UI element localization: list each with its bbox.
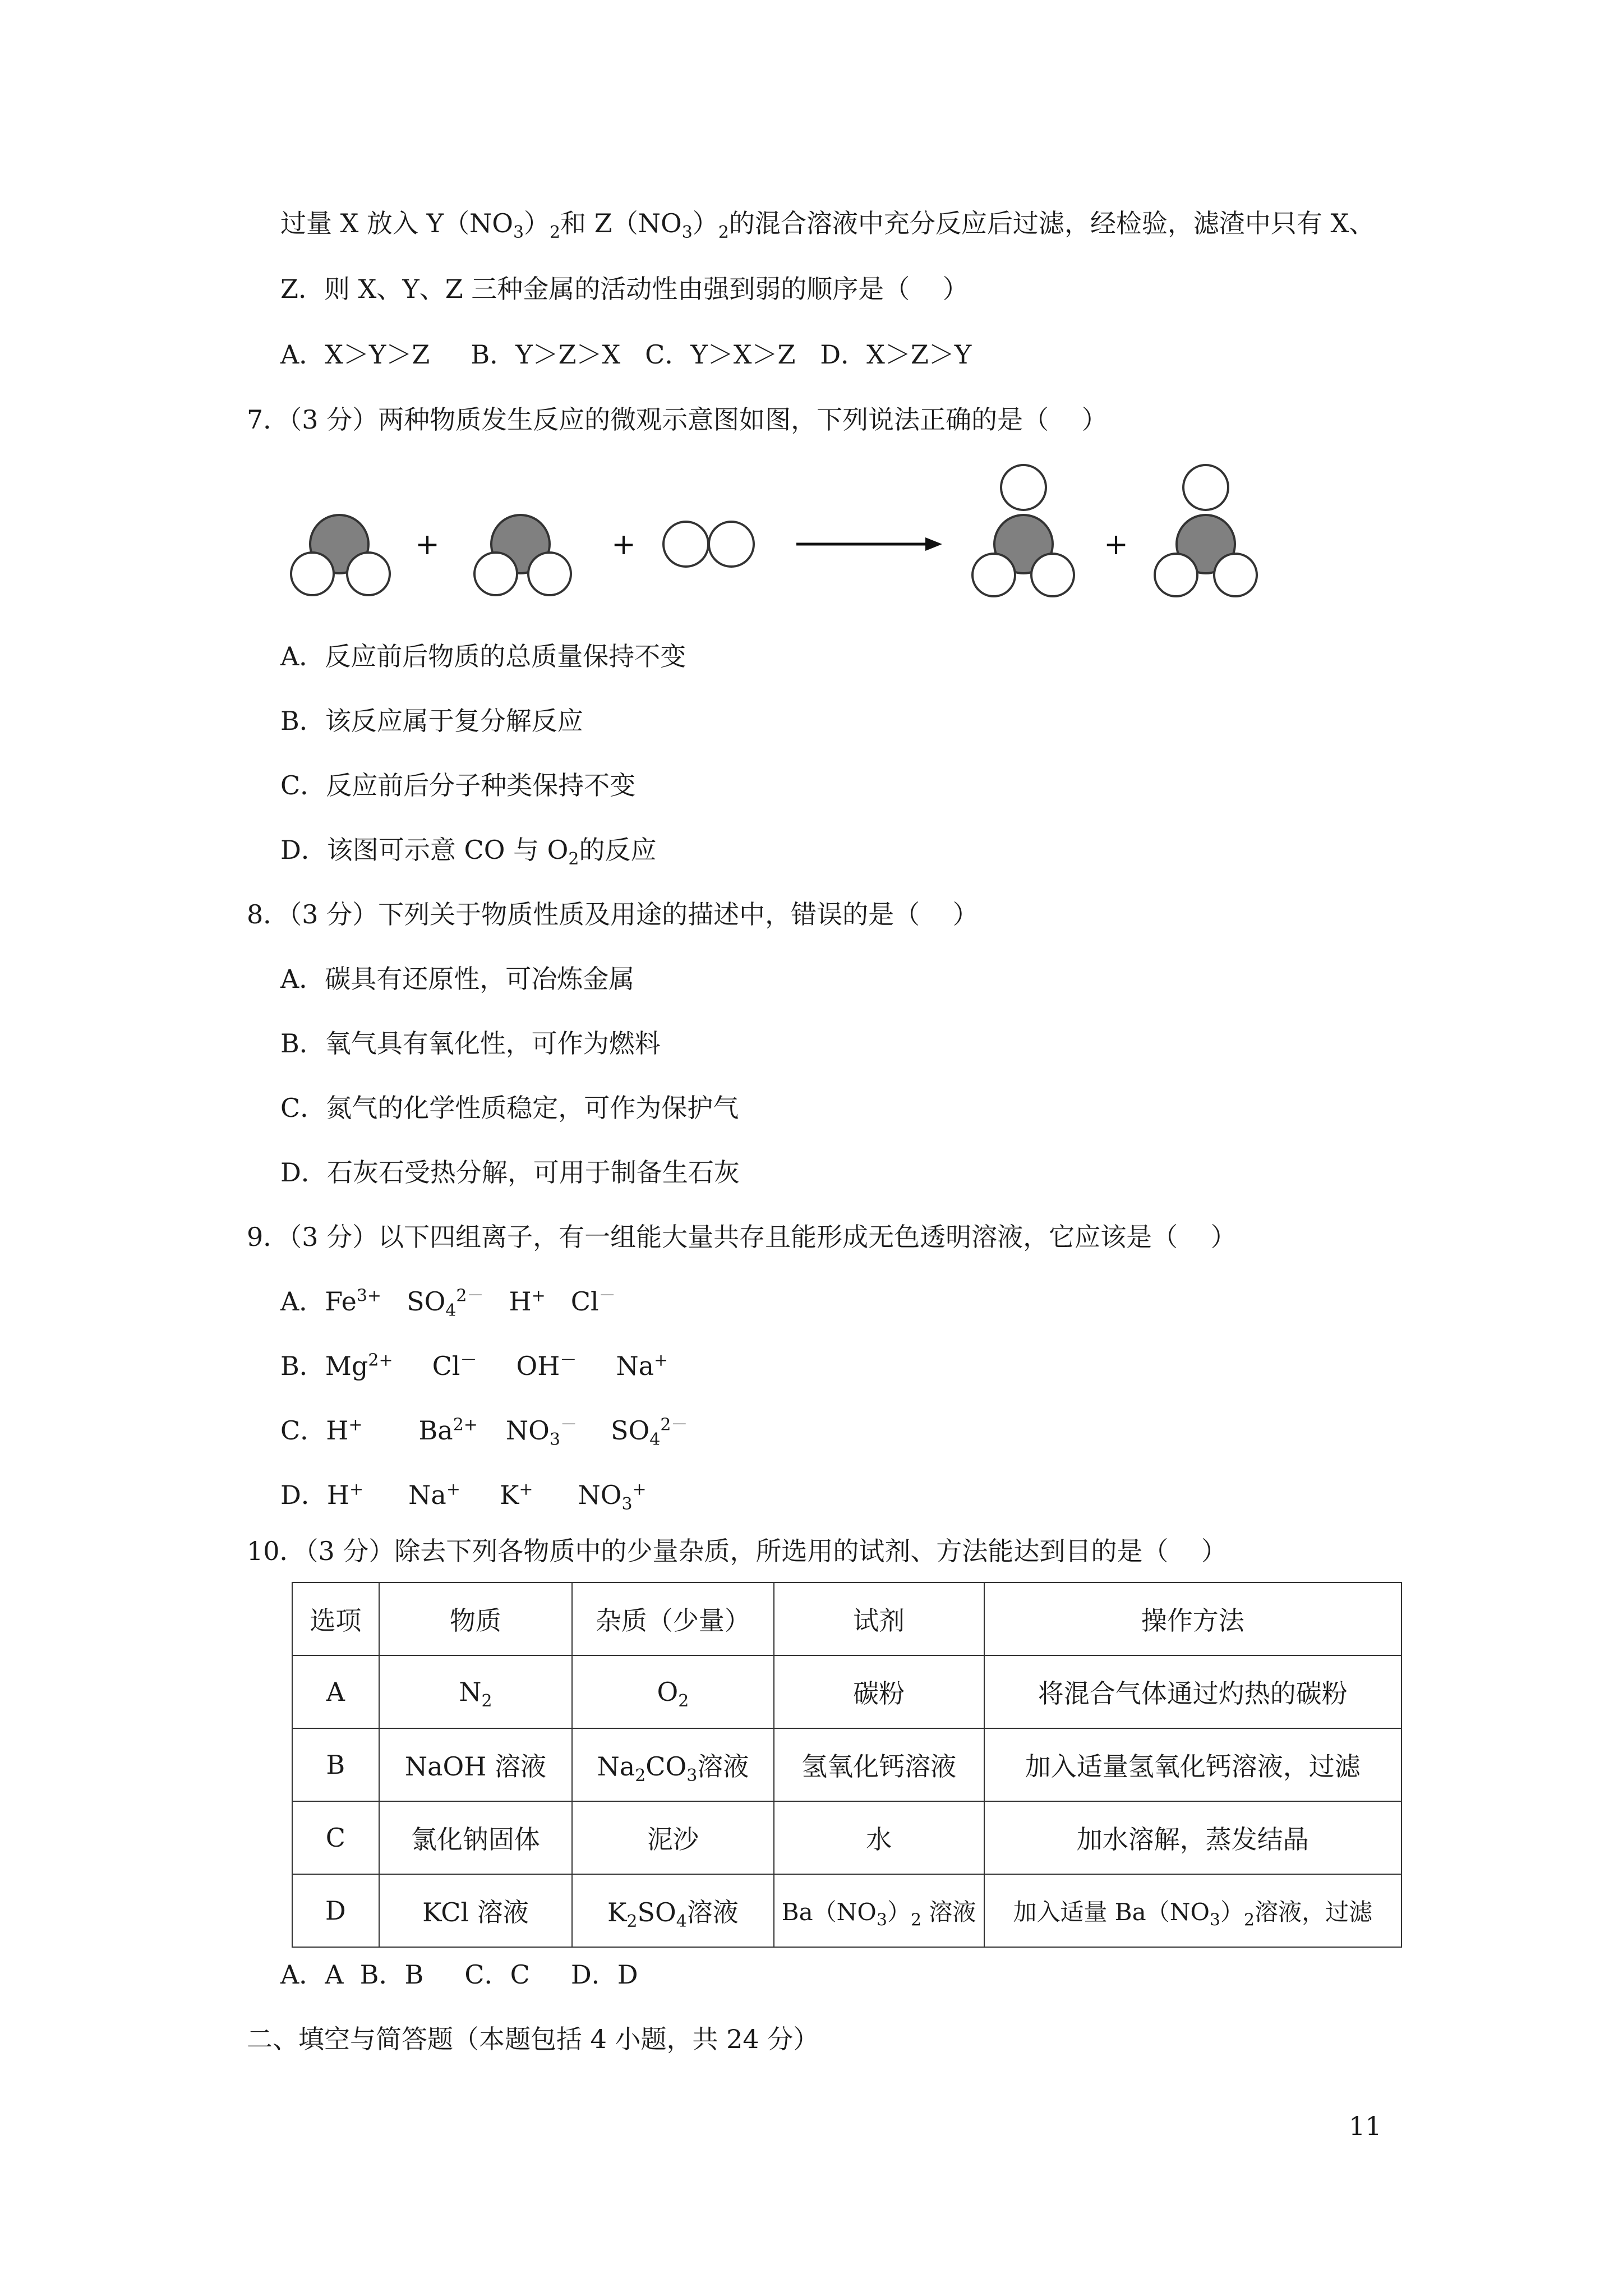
product1-top-atom [1001,465,1046,510]
product1-light-atom [1031,554,1074,596]
q7-option-c: C．反应前后分子种类保持不变 [280,770,636,800]
table-cell: 加入适量氢氧化钙溶液，过滤 [984,1728,1401,1801]
q6-line1: 过量 X 放入 $Y(NO_3)_2$和 $Z(NO_3)_2$的混合溶液中充分反应后过滤，经检验，滤渣中只有 X、 [280,208,1375,243]
q10-options: A．A B．B C．C D．D [280,1959,638,1990]
table-cell: B [292,1728,379,1801]
q9-option-b: B．$Mg^{2+}$ Cl－ OH－ Na+ [280,1350,668,1381]
q8-option-b: B．氧气具有氧化性，可作为燃料 [280,1028,661,1059]
header-cell: 杂质（少量） [572,1582,774,1655]
header-cell: 选项 [292,1582,379,1655]
q9-option-a: A．$Fe^{3+}$ $SO_4^{2-}$ H+ Cl－ [280,1286,616,1321]
q8-stem: 8．（3 分）下列关于物质性质及用途的描述中，错误的是（ ） [247,899,979,930]
reaction-diagram [280,460,1290,628]
header-cell: 试剂 [774,1582,984,1655]
q7-option-b: B．该反应属于复分解反应 [280,706,583,736]
q9-stem: 9．（3 分）以下四组离子，有一组能大量共存且能形成无色透明溶液，它应该是（ ） [247,1222,1237,1252]
table-cell: A [292,1655,379,1728]
molecule1-light-atom [291,553,334,595]
table-cell: 将混合气体通过灼热的碳粉 [984,1655,1401,1728]
q7-option-a: A．反应前后物质的总质量保持不变 [280,641,686,671]
q7-stem: 7．（3 分）两种物质发生反应的微观示意图如图，下列说法正确的是（ ） [247,404,1108,435]
q9-option-d: D．H+ Na+ K+ $NO_3^+$ [280,1479,647,1515]
table-row [292,1801,1401,1874]
q6-line2: Z．则 X、Y、Z 三种金属的活动性由强到弱的顺序是（ ） [280,274,969,304]
table-row [292,1728,1401,1801]
header-cell: 物质 [379,1582,572,1655]
table-cell: 氢氧化钙溶液 [774,1728,984,1801]
table-cell: 加入适量 $Ba(NO_3)_2$溶液，过滤 [984,1874,1401,1947]
table-cell: 氯化钠固体 [379,1801,572,1874]
table-cell: NaOH 溶液 [379,1728,572,1801]
product1-light-atom [972,554,1015,596]
table-cell: $O_2$ [572,1655,774,1728]
plus-sign-1: + [415,528,440,562]
table-cell: C [292,1801,379,1874]
q7-option-d: D．该图可示意 CO 与 $O_2$的反应 [280,835,657,869]
plus-sign-3: + [1104,528,1128,562]
product2-light-atom [1155,554,1197,596]
q8-option-d: D．石灰石受热分解，可用于制备生石灰 [280,1157,740,1188]
table-row [292,1655,1401,1728]
table-row [292,1874,1401,1947]
table-cell: $Ba(NO_3)_2$ 溶液 [774,1874,984,1947]
q9-option-c: C．H+ $Ba^{2+}$ $NO_3^-$ $SO_4^{2-}$ [280,1415,688,1450]
table-cell: KCl 溶液 [379,1874,572,1947]
table-cell: D [292,1874,379,1947]
molecule2-light-atom [528,553,571,595]
q10-table [292,1582,1402,1948]
plus-sign-2: + [611,528,636,562]
product2-top-atom [1183,465,1228,510]
table-cell: $Na_2CO_3$溶液 [572,1728,774,1801]
q6-options: A．X＞Y＞Z B．Y＞Z＞X C．Y＞X＞Z D．X＞Z＞Y [280,339,972,370]
table-cell: $N_2$ [379,1655,572,1728]
q10-stem: 10．（3 分）除去下列各物质中的少量杂质，所选用的试剂、方法能达到目的是（ ） [247,1536,1227,1566]
page-number: 11 [1349,2111,1382,2141]
q8-option-a: A．碳具有还原性，可冶炼金属 [280,964,635,994]
section2-heading: 二、填空与简答题（本题包括 4 小题，共 24 分） [247,2024,819,2054]
reaction-arrow-head [925,537,942,551]
product2-light-atom [1214,554,1257,596]
molecule1-light-atom [347,553,390,595]
table-cell: 泥沙 [572,1801,774,1874]
table-cell: 水 [774,1801,984,1874]
q8-option-c: C．氮气的化学性质稳定，可作为保护气 [280,1093,739,1123]
table-cell: 加水溶解，蒸发结晶 [984,1801,1401,1874]
table-cell: 碳粉 [774,1655,984,1728]
diatomic-atom [663,522,708,567]
table-cell: $K_2SO_4$溶液 [572,1874,774,1947]
diatomic-atom [709,522,754,567]
header-cell: 操作方法 [984,1582,1401,1655]
table-header-row [292,1582,1401,1655]
molecule2-light-atom [474,553,517,595]
